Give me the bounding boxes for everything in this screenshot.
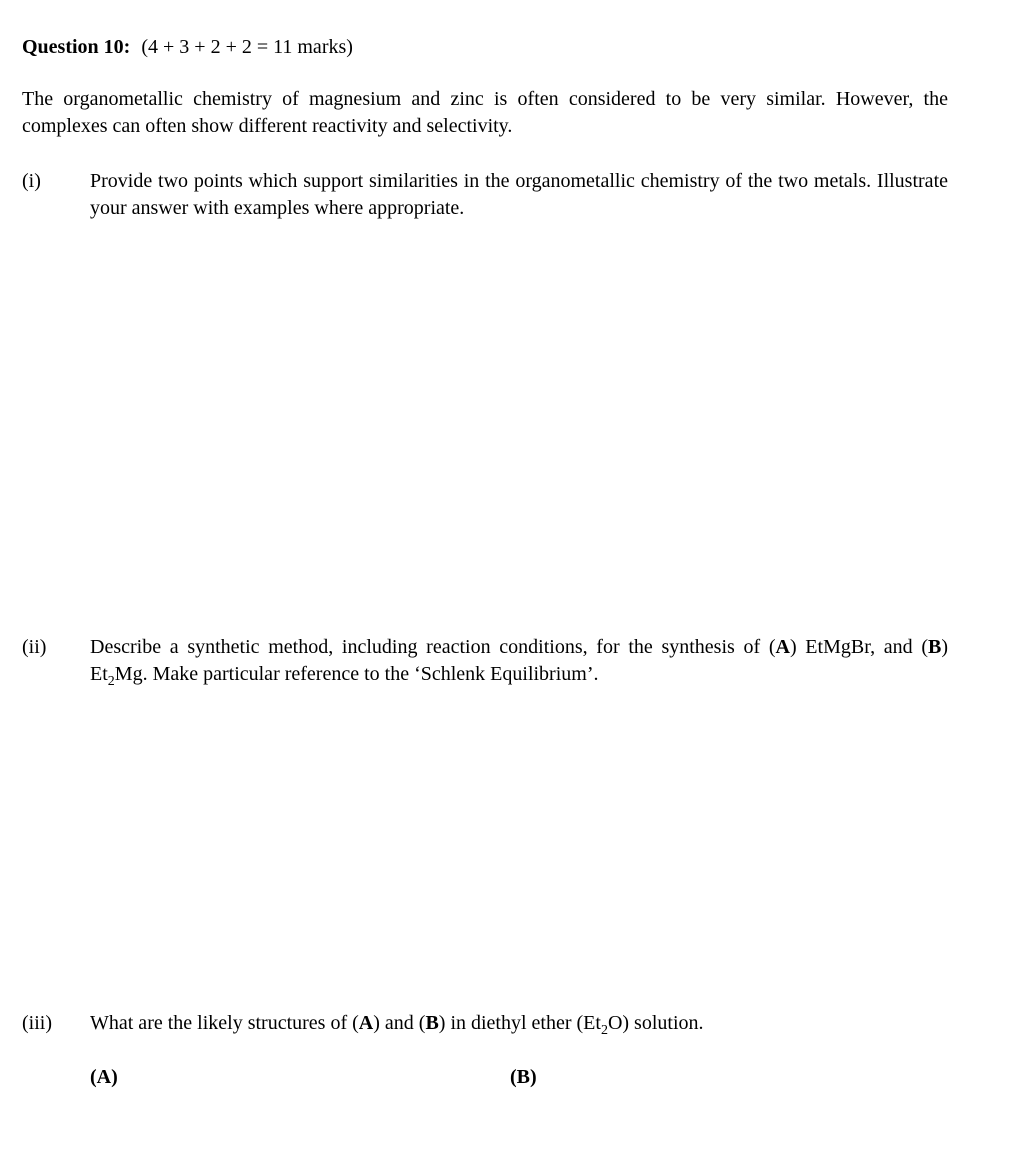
- part-ii-text: Describe a synthetic method, including reaction conditions, for the synthesis of (A) EtMgBr, and (B) $Et_2Mg$. Make particular reference to the ‘Schlenk Equilibrium’.: [90, 636, 949, 689]
- part-ii: [22, 634, 948, 688]
- answer-label-b: (B): [510, 1066, 537, 1088]
- answer-label-a: (A): [90, 1066, 118, 1088]
- answer-space-i: [22, 222, 948, 634]
- question-header: [22, 34, 948, 61]
- part-iii-label: (iii): [22, 1012, 52, 1034]
- answer-space-ii: [22, 688, 948, 1010]
- part-iii-text: What are the likely structures of (A) and (B) in diethyl ether $(Et_2O)$ solution.: [90, 1012, 704, 1038]
- part-i-text: Provide two points which support similarities in the organometallic chemistry of the two metals. Illustrate your answer with examples where appropriate.: [90, 170, 948, 219]
- part-i: [22, 168, 948, 222]
- part-iii: [22, 1010, 948, 1037]
- answer-areas: [22, 1064, 948, 1091]
- question-number: Question 10:: [22, 36, 131, 58]
- part-ii-label: (ii): [22, 636, 47, 658]
- part-i-label: (i): [22, 170, 41, 192]
- marks-breakdown: (4 + 3 + 2 + 2 = 11 marks): [141, 36, 353, 58]
- intro-paragraph: The organometallic chemistry of magnesium and zinc is often considered to be very similar. However, the complexes can often show different reactivity and selectivity.: [22, 88, 948, 137]
